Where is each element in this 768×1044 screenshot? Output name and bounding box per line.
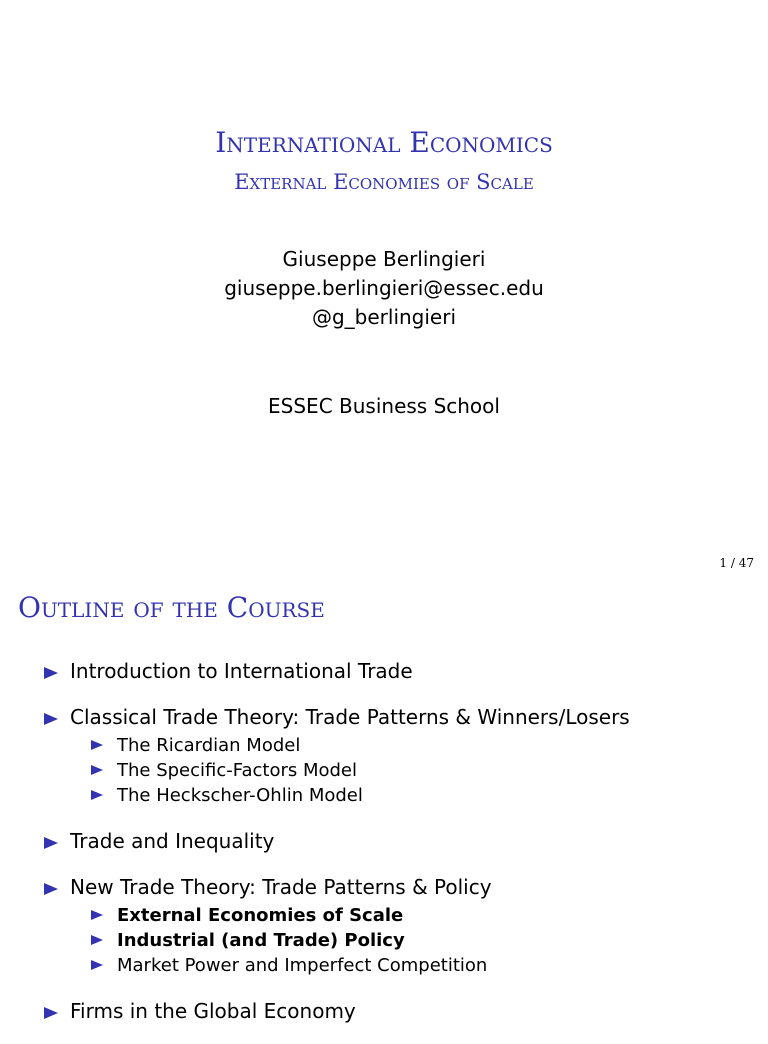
outline-item: [0, 998, 768, 1024]
presentation-title: International Economics: [215, 126, 553, 159]
outline-slide: [0, 580, 768, 1024]
author-handle: @g_berlingieri: [311, 305, 457, 329]
outline-sub-item-label: The Specific-Factors Model: [117, 760, 357, 781]
outline-item: [0, 704, 768, 808]
outline-sub-item: [70, 953, 768, 978]
outline-sub-item-current: [70, 903, 768, 928]
outline-item-label: Trade and Inequality: [70, 829, 275, 853]
outline-sub-item: [70, 783, 768, 808]
outline-sub-item-label: The Heckscher-Ohlin Model: [117, 785, 363, 806]
page-number: 1 / 47: [719, 556, 754, 570]
triangle-bullet-icon: [44, 667, 58, 679]
outline-item: [0, 828, 768, 854]
triangle-bullet-icon: [91, 790, 103, 800]
outline-sub-item-current: [70, 928, 768, 953]
outline-item-label: Introduction to International Trade: [70, 659, 413, 683]
triangle-bullet-icon: [44, 837, 58, 849]
outline-sub-list: [70, 733, 768, 808]
presentation-subtitle: External Economies of Scale: [234, 170, 534, 194]
outline-sub-item-label: Market Power and Imperfect Competition: [117, 955, 488, 976]
outline-sub-item: [70, 733, 768, 758]
outline-sub-item-label: Industrial (and Trade) Policy: [117, 930, 405, 951]
triangle-bullet-icon: [91, 910, 103, 920]
outline-sub-item-label: External Economies of Scale: [117, 905, 404, 926]
outline-item-label: New Trade Theory: Trade Patterns & Policy: [70, 875, 492, 899]
outline-item: [0, 658, 768, 684]
outline-list: [0, 658, 768, 1044]
institute: ESSEC Business School: [268, 394, 500, 418]
triangle-bullet-icon: [44, 883, 58, 895]
author-name: Giuseppe Berlingieri: [282, 247, 486, 271]
outline-item-label: Firms in the Global Economy: [70, 999, 356, 1023]
author-email: giuseppe.berlingieri@essec.edu: [224, 276, 544, 300]
outline-item: [0, 874, 768, 978]
outline-sub-list: [70, 903, 768, 978]
triangle-bullet-icon: [44, 713, 58, 725]
outline-item-label: Classical Trade Theory: Trade Patterns & Winners/Losers: [70, 705, 630, 729]
triangle-bullet-icon: [91, 960, 103, 970]
outline-sub-item: [70, 758, 768, 783]
author-block: [0, 245, 768, 332]
outline-title: Outline of the Course: [18, 591, 325, 624]
triangle-bullet-icon: [91, 765, 103, 775]
triangle-bullet-icon: [91, 740, 103, 750]
triangle-bullet-icon: [91, 935, 103, 945]
outline-sub-item-label: The Ricardian Model: [117, 735, 301, 756]
triangle-bullet-icon: [44, 1007, 58, 1019]
